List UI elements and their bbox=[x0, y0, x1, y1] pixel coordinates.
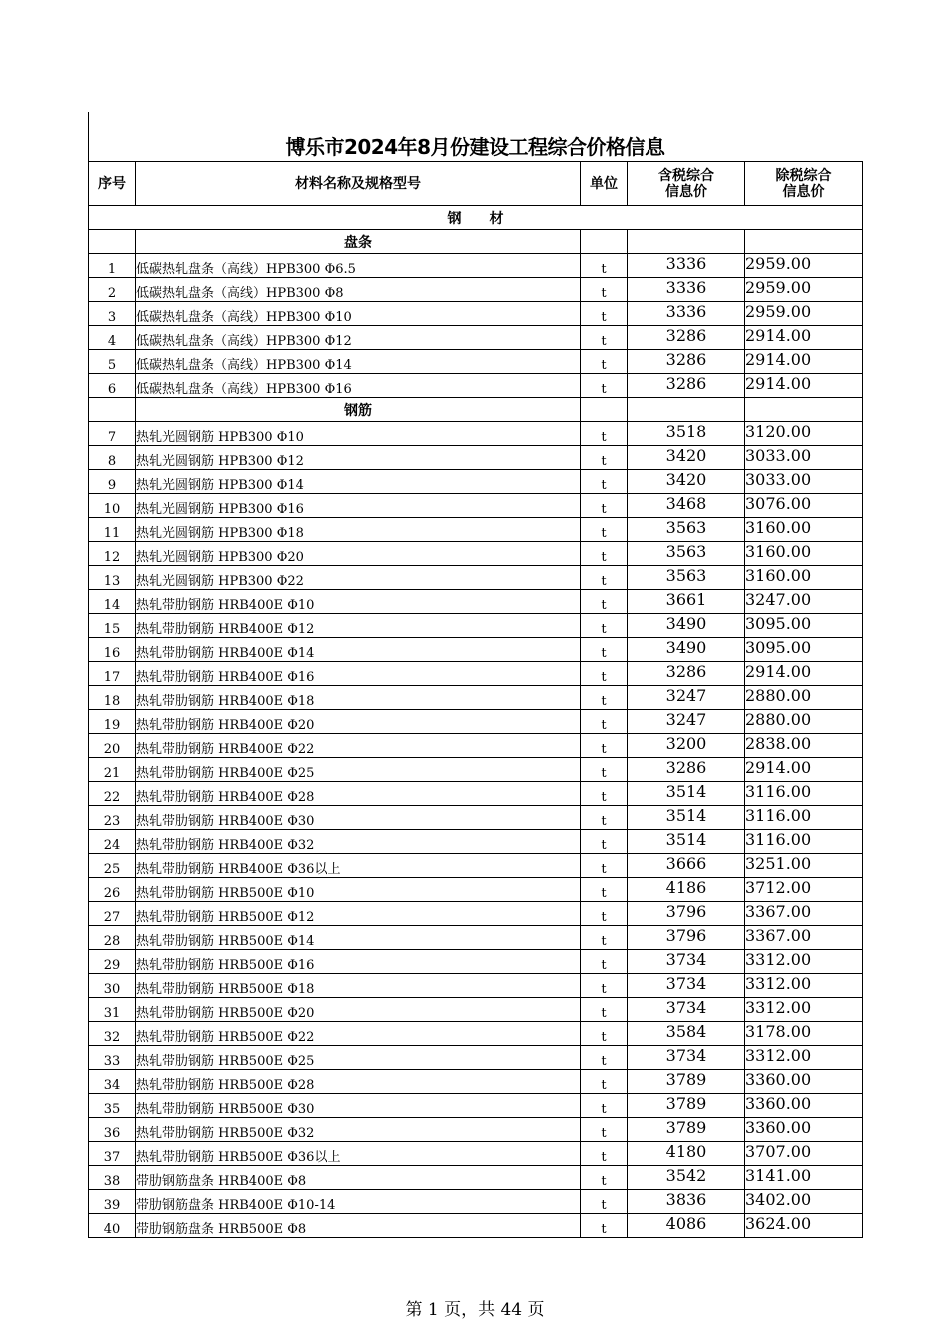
cell-tax-price: 4186 bbox=[628, 878, 745, 902]
cell-unit: t bbox=[581, 1022, 628, 1046]
cell-unit: t bbox=[581, 854, 628, 878]
cell-no: 15 bbox=[89, 614, 136, 638]
cell-tax-price: 3336 bbox=[628, 302, 745, 326]
cell-tax-price: 3789 bbox=[628, 1070, 745, 1094]
table-row bbox=[89, 782, 863, 806]
cell-unit: t bbox=[581, 974, 628, 998]
table-row bbox=[89, 614, 863, 638]
cell-name: 热轧带肋钢筋 HRB500E Φ30 bbox=[136, 1094, 581, 1118]
cell-notax-price: 3076.00 bbox=[745, 494, 863, 518]
cell-unit: t bbox=[581, 830, 628, 854]
cell-name: 热轧带肋钢筋 HRB500E Φ12 bbox=[136, 902, 581, 926]
table-row bbox=[89, 374, 863, 398]
table-row bbox=[89, 734, 863, 758]
table-row bbox=[89, 806, 863, 830]
header-notax-line2: 信息价 bbox=[782, 183, 825, 200]
section-empty-cell bbox=[628, 230, 745, 254]
cell-no: 40 bbox=[89, 1214, 136, 1238]
cell-unit: t bbox=[581, 878, 628, 902]
cell-unit: t bbox=[581, 1070, 628, 1094]
cell-no: 9 bbox=[89, 470, 136, 494]
section-empty-cell bbox=[745, 230, 863, 254]
cell-unit: t bbox=[581, 902, 628, 926]
table-row bbox=[89, 254, 863, 278]
cell-notax-price: 3095.00 bbox=[745, 638, 863, 662]
cell-no: 7 bbox=[89, 422, 136, 446]
category-row bbox=[89, 206, 863, 230]
cell-unit: t bbox=[581, 638, 628, 662]
table-row bbox=[89, 1142, 863, 1166]
cell-unit: t bbox=[581, 662, 628, 686]
cell-name: 热轧光圆钢筋 HPB300 Φ14 bbox=[136, 470, 581, 494]
cell-notax-price: 2880.00 bbox=[745, 686, 863, 710]
table-row bbox=[89, 590, 863, 614]
cell-name: 热轧带肋钢筋 HRB500E Φ22 bbox=[136, 1022, 581, 1046]
cell-tax-price: 3563 bbox=[628, 518, 745, 542]
cell-name: 热轧带肋钢筋 HRB400E Φ14 bbox=[136, 638, 581, 662]
table-row bbox=[89, 998, 863, 1022]
cell-tax-price: 3734 bbox=[628, 998, 745, 1022]
table-row bbox=[89, 518, 863, 542]
table-row bbox=[89, 326, 863, 350]
cell-unit: t bbox=[581, 566, 628, 590]
cell-notax-price: 2880.00 bbox=[745, 710, 863, 734]
cell-name: 热轧带肋钢筋 HRB400E Φ30 bbox=[136, 806, 581, 830]
cell-no: 5 bbox=[89, 350, 136, 374]
cell-notax-price: 3624.00 bbox=[745, 1214, 863, 1238]
cell-tax-price: 3286 bbox=[628, 350, 745, 374]
category-label: 钢 材 bbox=[89, 206, 863, 230]
cell-tax-price: 3789 bbox=[628, 1118, 745, 1142]
cell-unit: t bbox=[581, 614, 628, 638]
table-row bbox=[89, 878, 863, 902]
cell-name: 热轧带肋钢筋 HRB400E Φ36以上 bbox=[136, 854, 581, 878]
cell-unit: t bbox=[581, 422, 628, 446]
cell-notax-price: 3312.00 bbox=[745, 974, 863, 998]
cell-tax-price: 3661 bbox=[628, 590, 745, 614]
table-row bbox=[89, 278, 863, 302]
cell-tax-price: 3286 bbox=[628, 662, 745, 686]
cell-no: 27 bbox=[89, 902, 136, 926]
cell-notax-price: 3120.00 bbox=[745, 422, 863, 446]
cell-unit: t bbox=[581, 326, 628, 350]
cell-tax-price: 3666 bbox=[628, 854, 745, 878]
cell-notax-price: 2914.00 bbox=[745, 662, 863, 686]
cell-tax-price: 3420 bbox=[628, 470, 745, 494]
cell-tax-price: 3286 bbox=[628, 374, 745, 398]
cell-tax-price: 3518 bbox=[628, 422, 745, 446]
cell-name: 热轧光圆钢筋 HPB300 Φ16 bbox=[136, 494, 581, 518]
cell-unit: t bbox=[581, 374, 628, 398]
cell-no: 21 bbox=[89, 758, 136, 782]
table-row bbox=[89, 926, 863, 950]
cell-tax-price: 3514 bbox=[628, 782, 745, 806]
table-row bbox=[89, 662, 863, 686]
header-notax-price bbox=[745, 162, 863, 206]
cell-unit: t bbox=[581, 998, 628, 1022]
cell-unit: t bbox=[581, 590, 628, 614]
cell-name: 热轧光圆钢筋 HPB300 Φ12 bbox=[136, 446, 581, 470]
cell-unit: t bbox=[581, 542, 628, 566]
section-empty-cell bbox=[745, 398, 863, 422]
cell-no: 20 bbox=[89, 734, 136, 758]
cell-no: 11 bbox=[89, 518, 136, 542]
cell-notax-price: 3312.00 bbox=[745, 1046, 863, 1070]
cell-no: 36 bbox=[89, 1118, 136, 1142]
cell-notax-price: 3707.00 bbox=[745, 1142, 863, 1166]
page-footer: 第 1 页，共 44 页 bbox=[405, 1300, 545, 1320]
cell-tax-price: 3563 bbox=[628, 542, 745, 566]
cell-tax-price: 3789 bbox=[628, 1094, 745, 1118]
cell-no: 10 bbox=[89, 494, 136, 518]
cell-no: 30 bbox=[89, 974, 136, 998]
cell-notax-price: 3160.00 bbox=[745, 518, 863, 542]
cell-no: 17 bbox=[89, 662, 136, 686]
table-row bbox=[89, 710, 863, 734]
cell-no: 22 bbox=[89, 782, 136, 806]
table-row bbox=[89, 758, 863, 782]
cell-no: 16 bbox=[89, 638, 136, 662]
cell-notax-price: 3360.00 bbox=[745, 1094, 863, 1118]
table-row bbox=[89, 1022, 863, 1046]
cell-name: 热轧带肋钢筋 HRB400E Φ16 bbox=[136, 662, 581, 686]
header-tax-line1: 含税综合 bbox=[658, 167, 714, 184]
cell-tax-price: 3468 bbox=[628, 494, 745, 518]
cell-unit: t bbox=[581, 758, 628, 782]
table-row bbox=[89, 1190, 863, 1214]
table-row bbox=[89, 638, 863, 662]
price-table bbox=[88, 161, 863, 1238]
cell-tax-price: 3514 bbox=[628, 806, 745, 830]
table-row bbox=[89, 422, 863, 446]
cell-name: 热轧光圆钢筋 HPB300 Φ20 bbox=[136, 542, 581, 566]
section-empty-cell bbox=[89, 230, 136, 254]
cell-name: 热轧带肋钢筋 HRB500E Φ20 bbox=[136, 998, 581, 1022]
cell-notax-price: 2914.00 bbox=[745, 350, 863, 374]
cell-tax-price: 3796 bbox=[628, 902, 745, 926]
cell-tax-price: 3836 bbox=[628, 1190, 745, 1214]
cell-tax-price: 3336 bbox=[628, 254, 745, 278]
section-row bbox=[89, 230, 863, 254]
table-row bbox=[89, 974, 863, 998]
cell-tax-price: 3247 bbox=[628, 710, 745, 734]
cell-unit: t bbox=[581, 1142, 628, 1166]
cell-name: 热轧带肋钢筋 HRB500E Φ25 bbox=[136, 1046, 581, 1070]
cell-notax-price: 3033.00 bbox=[745, 470, 863, 494]
cell-tax-price: 4180 bbox=[628, 1142, 745, 1166]
section-empty-cell bbox=[581, 230, 628, 254]
header-tax-line2: 信息价 bbox=[665, 183, 707, 200]
cell-unit: t bbox=[581, 350, 628, 374]
cell-no: 2 bbox=[89, 278, 136, 302]
cell-no: 33 bbox=[89, 1046, 136, 1070]
table-row bbox=[89, 1070, 863, 1094]
table-row bbox=[89, 1214, 863, 1238]
cell-unit: t bbox=[581, 1214, 628, 1238]
cell-no: 29 bbox=[89, 950, 136, 974]
cell-unit: t bbox=[581, 1118, 628, 1142]
cell-notax-price: 3160.00 bbox=[745, 566, 863, 590]
cell-name: 热轧带肋钢筋 HRB500E Φ32 bbox=[136, 1118, 581, 1142]
cell-notax-price: 3116.00 bbox=[745, 806, 863, 830]
cell-unit: t bbox=[581, 686, 628, 710]
cell-name: 热轧带肋钢筋 HRB400E Φ20 bbox=[136, 710, 581, 734]
cell-notax-price: 2959.00 bbox=[745, 254, 863, 278]
table-row bbox=[89, 302, 863, 326]
section-empty-cell bbox=[89, 398, 136, 422]
cell-notax-price: 3141.00 bbox=[745, 1166, 863, 1190]
cell-tax-price: 3286 bbox=[628, 758, 745, 782]
cell-name: 低碳热轧盘条（高线）HPB300 Φ16 bbox=[136, 374, 581, 398]
cell-unit: t bbox=[581, 494, 628, 518]
cell-notax-price: 3095.00 bbox=[745, 614, 863, 638]
cell-no: 14 bbox=[89, 590, 136, 614]
cell-unit: t bbox=[581, 1094, 628, 1118]
cell-unit: t bbox=[581, 278, 628, 302]
table-row bbox=[89, 950, 863, 974]
cell-name: 热轧带肋钢筋 HRB500E Φ18 bbox=[136, 974, 581, 998]
cell-no: 4 bbox=[89, 326, 136, 350]
cell-notax-price: 3178.00 bbox=[745, 1022, 863, 1046]
cell-no: 8 bbox=[89, 446, 136, 470]
cell-name: 热轧带肋钢筋 HRB400E Φ22 bbox=[136, 734, 581, 758]
cell-no: 18 bbox=[89, 686, 136, 710]
cell-no: 34 bbox=[89, 1070, 136, 1094]
cell-name: 热轧带肋钢筋 HRB400E Φ25 bbox=[136, 758, 581, 782]
cell-notax-price: 3712.00 bbox=[745, 878, 863, 902]
cell-notax-price: 2914.00 bbox=[745, 758, 863, 782]
cell-notax-price: 3251.00 bbox=[745, 854, 863, 878]
cell-tax-price: 3286 bbox=[628, 326, 745, 350]
cell-unit: t bbox=[581, 782, 628, 806]
cell-unit: t bbox=[581, 950, 628, 974]
header-name: 材料名称及规格型号 bbox=[136, 162, 581, 206]
cell-notax-price: 3360.00 bbox=[745, 1070, 863, 1094]
cell-name: 热轧带肋钢筋 HRB500E Φ16 bbox=[136, 950, 581, 974]
table-row bbox=[89, 1094, 863, 1118]
header-tax-price bbox=[628, 162, 745, 206]
cell-no: 3 bbox=[89, 302, 136, 326]
cell-no: 39 bbox=[89, 1190, 136, 1214]
cell-no: 6 bbox=[89, 374, 136, 398]
cell-unit: t bbox=[581, 470, 628, 494]
cell-name: 热轧带肋钢筋 HRB400E Φ28 bbox=[136, 782, 581, 806]
table-row bbox=[89, 1046, 863, 1070]
cell-notax-price: 2914.00 bbox=[745, 374, 863, 398]
cell-name: 低碳热轧盘条（高线）HPB300 Φ8 bbox=[136, 278, 581, 302]
page-title: 博乐市2024年8月份建设工程综合价格信息 bbox=[285, 135, 665, 159]
cell-tax-price: 3734 bbox=[628, 974, 745, 998]
table-header-row bbox=[89, 162, 863, 206]
cell-notax-price: 2914.00 bbox=[745, 326, 863, 350]
cell-notax-price: 2959.00 bbox=[745, 302, 863, 326]
cell-unit: t bbox=[581, 302, 628, 326]
cell-no: 23 bbox=[89, 806, 136, 830]
cell-no: 37 bbox=[89, 1142, 136, 1166]
table-row bbox=[89, 686, 863, 710]
cell-name: 热轧带肋钢筋 HRB500E Φ14 bbox=[136, 926, 581, 950]
section-empty-cell bbox=[581, 398, 628, 422]
cell-notax-price: 3033.00 bbox=[745, 446, 863, 470]
cell-unit: t bbox=[581, 926, 628, 950]
cell-no: 32 bbox=[89, 1022, 136, 1046]
table-row bbox=[89, 542, 863, 566]
cell-tax-price: 3542 bbox=[628, 1166, 745, 1190]
cell-name: 低碳热轧盘条（高线）HPB300 Φ14 bbox=[136, 350, 581, 374]
cell-unit: t bbox=[581, 710, 628, 734]
cell-no: 12 bbox=[89, 542, 136, 566]
cell-name: 热轧带肋钢筋 HRB400E Φ18 bbox=[136, 686, 581, 710]
cell-notax-price: 3116.00 bbox=[745, 782, 863, 806]
header-no: 序号 bbox=[89, 162, 136, 206]
section-row bbox=[89, 398, 863, 422]
cell-notax-price: 2838.00 bbox=[745, 734, 863, 758]
cell-notax-price: 3312.00 bbox=[745, 950, 863, 974]
table-row bbox=[89, 470, 863, 494]
cell-unit: t bbox=[581, 1046, 628, 1070]
cell-tax-price: 3584 bbox=[628, 1022, 745, 1046]
cell-name: 低碳热轧盘条（高线）HPB300 Φ6.5 bbox=[136, 254, 581, 278]
cell-tax-price: 3420 bbox=[628, 446, 745, 470]
cell-unit: t bbox=[581, 254, 628, 278]
cell-name: 热轧带肋钢筋 HRB400E Φ12 bbox=[136, 614, 581, 638]
cell-no: 38 bbox=[89, 1166, 136, 1190]
cell-no: 31 bbox=[89, 998, 136, 1022]
table-row bbox=[89, 1118, 863, 1142]
section-empty-cell bbox=[628, 398, 745, 422]
cell-tax-price: 3514 bbox=[628, 830, 745, 854]
cell-tax-price: 4086 bbox=[628, 1214, 745, 1238]
table-row bbox=[89, 494, 863, 518]
cell-name: 低碳热轧盘条（高线）HPB300 Φ10 bbox=[136, 302, 581, 326]
cell-notax-price: 3247.00 bbox=[745, 590, 863, 614]
cell-name: 热轧带肋钢筋 HRB500E Φ36以上 bbox=[136, 1142, 581, 1166]
cell-tax-price: 3247 bbox=[628, 686, 745, 710]
cell-name: 热轧光圆钢筋 HPB300 Φ10 bbox=[136, 422, 581, 446]
cell-tax-price: 3490 bbox=[628, 614, 745, 638]
cell-no: 35 bbox=[89, 1094, 136, 1118]
cell-unit: t bbox=[581, 806, 628, 830]
cell-no: 25 bbox=[89, 854, 136, 878]
cell-no: 26 bbox=[89, 878, 136, 902]
cell-unit: t bbox=[581, 446, 628, 470]
cell-notax-price: 3402.00 bbox=[745, 1190, 863, 1214]
cell-name: 带肋钢筋盘条 HRB400E Φ8 bbox=[136, 1166, 581, 1190]
cell-notax-price: 3160.00 bbox=[745, 542, 863, 566]
cell-unit: t bbox=[581, 1190, 628, 1214]
header-unit: 单位 bbox=[581, 162, 628, 206]
table-row bbox=[89, 350, 863, 374]
cell-unit: t bbox=[581, 734, 628, 758]
table-row bbox=[89, 830, 863, 854]
cell-no: 19 bbox=[89, 710, 136, 734]
cell-tax-price: 3563 bbox=[628, 566, 745, 590]
header-notax-line1: 除税综合 bbox=[775, 167, 832, 184]
cell-name: 带肋钢筋盘条 HRB500E Φ8 bbox=[136, 1214, 581, 1238]
cell-notax-price: 3360.00 bbox=[745, 1118, 863, 1142]
cell-notax-price: 3312.00 bbox=[745, 998, 863, 1022]
table-row bbox=[89, 1166, 863, 1190]
section-label: 钢筋 bbox=[136, 398, 581, 422]
cell-tax-price: 3734 bbox=[628, 950, 745, 974]
cell-no: 13 bbox=[89, 566, 136, 590]
table-row bbox=[89, 902, 863, 926]
cell-notax-price: 2959.00 bbox=[745, 278, 863, 302]
cell-name: 热轧光圆钢筋 HPB300 Φ22 bbox=[136, 566, 581, 590]
cell-no: 24 bbox=[89, 830, 136, 854]
cell-unit: t bbox=[581, 518, 628, 542]
cell-unit: t bbox=[581, 1166, 628, 1190]
cell-name: 热轧光圆钢筋 HPB300 Φ18 bbox=[136, 518, 581, 542]
cell-name: 热轧带肋钢筋 HRB400E Φ32 bbox=[136, 830, 581, 854]
cell-no: 28 bbox=[89, 926, 136, 950]
cell-tax-price: 3336 bbox=[628, 278, 745, 302]
cell-notax-price: 3116.00 bbox=[745, 830, 863, 854]
table-row bbox=[89, 446, 863, 470]
section-label: 盘条 bbox=[136, 230, 581, 254]
cell-notax-price: 3367.00 bbox=[745, 902, 863, 926]
cell-notax-price: 3367.00 bbox=[745, 926, 863, 950]
cell-name: 热轧带肋钢筋 HRB500E Φ10 bbox=[136, 878, 581, 902]
table-row bbox=[89, 854, 863, 878]
cell-tax-price: 3734 bbox=[628, 1046, 745, 1070]
cell-tax-price: 3490 bbox=[628, 638, 745, 662]
cell-name: 带肋钢筋盘条 HRB400E Φ10-14 bbox=[136, 1190, 581, 1214]
table-row bbox=[89, 566, 863, 590]
cell-tax-price: 3796 bbox=[628, 926, 745, 950]
cell-name: 热轧带肋钢筋 HRB500E Φ28 bbox=[136, 1070, 581, 1094]
cell-name: 低碳热轧盘条（高线）HPB300 Φ12 bbox=[136, 326, 581, 350]
cell-name: 热轧带肋钢筋 HRB400E Φ10 bbox=[136, 590, 581, 614]
cell-tax-price: 3200 bbox=[628, 734, 745, 758]
cell-no: 1 bbox=[89, 254, 136, 278]
